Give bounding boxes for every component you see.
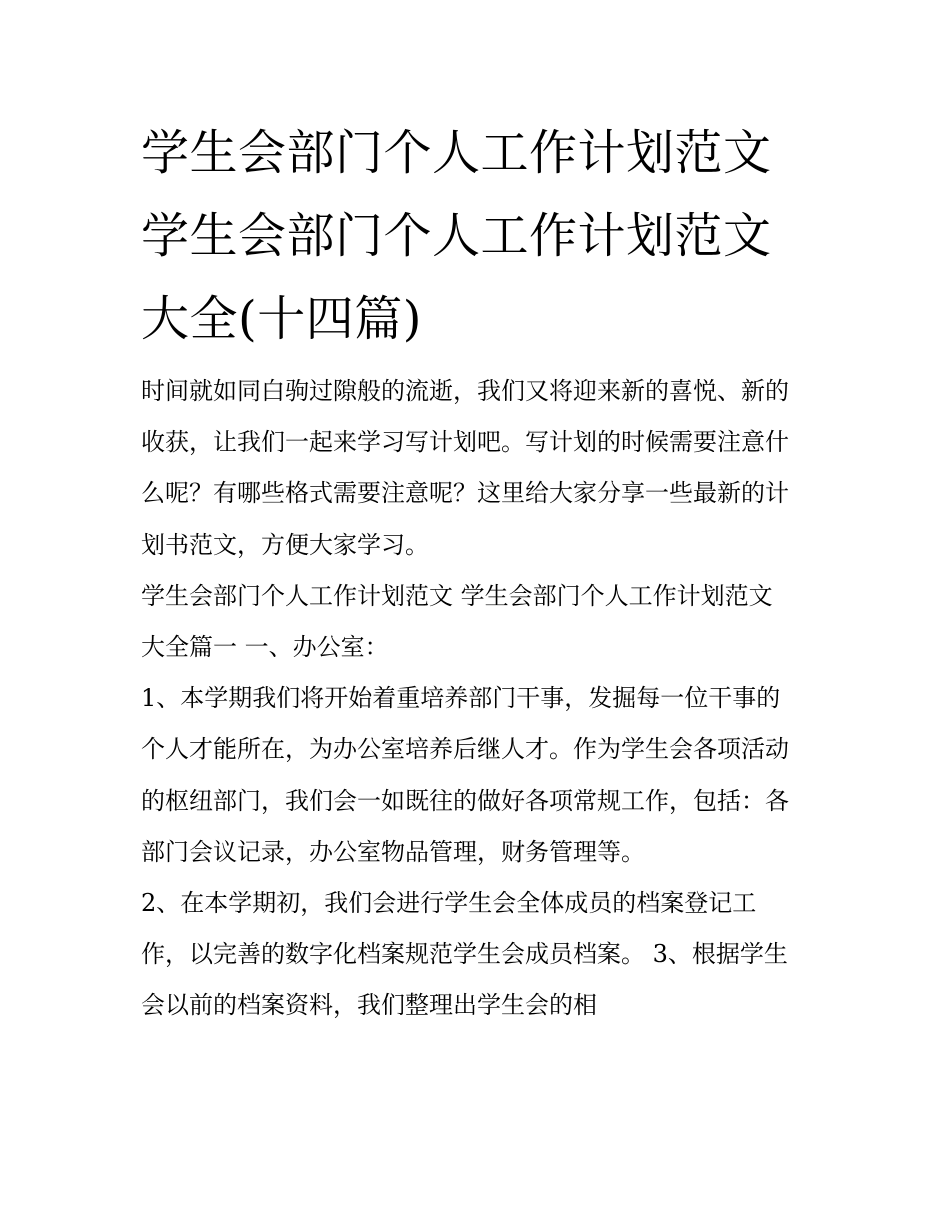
body-line: 的枢纽部门，我们会一如既往的做好各项常规工作，包括：各 [141, 786, 789, 815]
body-line: 个人才能所在，为办公室培养后继人才。作为学生会各项活动 [141, 735, 789, 764]
document-body [141, 366, 821, 1031]
body-line: 时间就如同白驹过隙般的流逝，我们又将迎来新的喜悦、新的 [141, 377, 789, 405]
document-page [141, 112, 821, 1031]
body-line: 划书范文，方便大家学习。 [141, 530, 429, 559]
body-line: 学生会部门个人工作计划范文 学生会部门个人工作计划范文 [141, 581, 773, 610]
title-line-2: 学生会部门个人工作计划范文 [141, 208, 772, 264]
document-title [141, 112, 821, 361]
body-line: 大全篇一 一、办公室： [141, 632, 389, 661]
title-line-1: 学生会部门个人工作计划范文 [141, 125, 772, 181]
body-line: 1、本学期我们将开始着重培养部门干事，发掘每一位干事的 [141, 684, 781, 713]
body-line: 作，以完善的数字化档案规范学生会成员档案。 3、根据学生 [141, 940, 788, 969]
body-line: 部门会议记录，办公室物品管理，财务管理等。 [141, 837, 645, 866]
body-line: 么呢？有哪些格式需要注意呢？这里给大家分享一些最新的计 [141, 479, 789, 508]
body-line: 会以前的档案资料，我们整理出学生会的相 [141, 991, 597, 1020]
body-line: 2、在本学期初，我们会进行学生会全体成员的档案登记工 [141, 888, 757, 917]
title-line-3: 大全(十四篇) [141, 291, 422, 347]
body-line: 收获，让我们一起来学习写计划吧。写计划的时候需要注意什 [141, 428, 789, 457]
